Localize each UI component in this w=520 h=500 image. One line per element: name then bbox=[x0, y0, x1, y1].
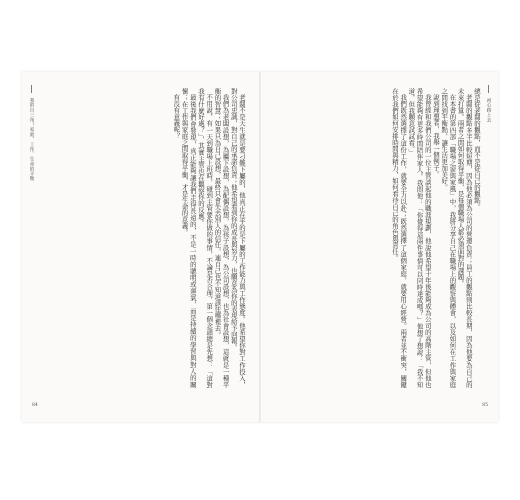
book-spread bbox=[22, 72, 498, 422]
left-paragraph-5: 有沒有意義呢？ bbox=[172, 94, 181, 140]
left-running-head bbox=[29, 85, 34, 181]
left-paragraph-1: 老闆不是天生就是要刁難下屬的，他真正在乎的是下屬的工作能力與工作態度。他希望你對工作投入，對公司忠誠，對自己的承諾負責；他希望看到你的成長與努力，也願意為你的表現給予回報。 bbox=[229, 88, 246, 388]
left-page bbox=[22, 72, 259, 422]
left-text-column-block bbox=[40, 88, 246, 388]
right-running-head-text: 初心路上去 bbox=[486, 97, 491, 123]
right-paragraph-3: 在本書的第四部「職場之窗與家風」中，我將分享自己在職場上的觀察與體會，以及如何在工作與家庭之間找到平衡點，讓生活更加美好。 bbox=[440, 88, 457, 388]
right-paragraph-1: 總是從老闆的觀點，而不是從自己的觀點。 bbox=[473, 88, 481, 210]
right-page bbox=[261, 72, 498, 422]
left-paragraph-2: 我們為老闆設想，為屬下設想，為配偶設想，為孩子設想，為公司設想，也為社會設想，這就是一種平衡的智慧；如果只為自己設想，最終只會失去別人的信任，連自己也不知道該往哪裡去。 bbox=[213, 88, 230, 388]
right-running-head bbox=[486, 85, 491, 122]
right-paragraph-6: 我們既然選擇了這份工作，就要全力以赴；既然選擇了這個家庭，就要用心經營。兩者並不衝突，關鍵在於我們如何安排時間與精力，如何看待自己的角色與責任。 bbox=[390, 88, 408, 388]
right-paragraph-2: 老闆的觀點多半比較短期，因為他必須為公司的營運負責；員工的觀點則比較長期，因為他要為自己的未來打算。兩者之間如何取得平衡，是每個職場人都必須面對的課題。 bbox=[456, 88, 473, 388]
right-text-column-block bbox=[275, 88, 481, 388]
running-head-rule bbox=[488, 85, 489, 93]
right-page-number: 85 bbox=[482, 403, 488, 408]
left-paragraph-3: 不用說，有一天到職場上班時，碰到主管要你做的事情，不論是否合理，第一個念頭總是先想：「這對我有什麼好處？」，其實主管也在觀察你的反應。 bbox=[196, 88, 214, 388]
running-head-rule bbox=[31, 85, 32, 93]
left-paragraph-4: 最後我們會發現，真正能夠讓我們走得長遠的，不是一時的聰明或運氣，而是持續的學習與對人的關懷；在工作與家庭之間取得平衡，才是生命的意義。 bbox=[180, 88, 197, 388]
right-paragraph-5: 我曾經和我們公司的一位主管談起他的職涯規劃，他說他希望十年後能夠成為公司的高階主管，但他也希望能夠有更多時間陪伴家人。我問他：「你覺得這兩件事情可以同時達成嗎？」他想了想說：「我不知道，但我願意試試看。」 bbox=[407, 88, 432, 388]
right-paragraph-4: 說到理想者，我舉一個例子。 bbox=[431, 94, 440, 178]
left-page-number: 84 bbox=[32, 403, 38, 408]
left-running-head-text: 我的自三角！家庭、工作、生命的平衡 bbox=[29, 97, 34, 182]
